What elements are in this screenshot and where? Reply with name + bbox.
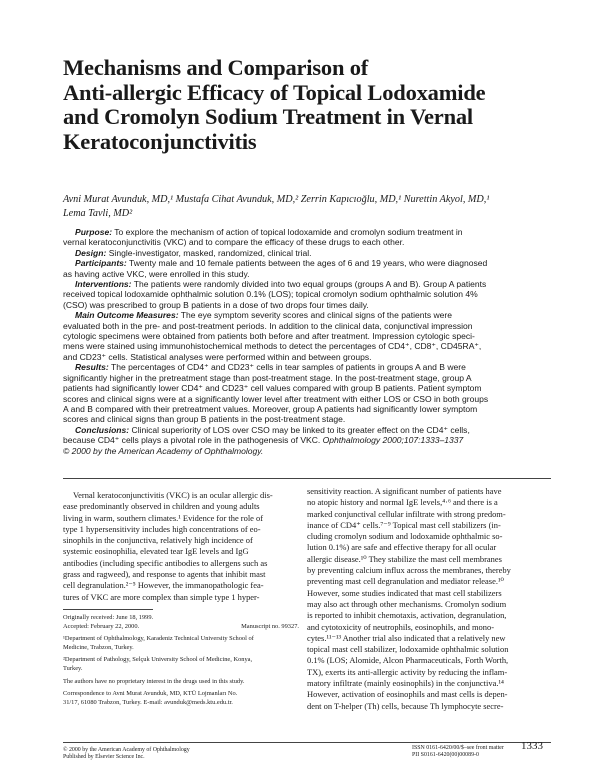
- body-text-line: lution 0.1%) are safe and effective therapy for all ocular: [307, 542, 497, 553]
- body-text-line: and cytotoxicity of neutrophils, eosinophils, and mono-: [307, 621, 495, 632]
- conclusions-label: Conclusions:: [75, 424, 130, 435]
- abstract-text: (CSO) was prescribed to group B patients in a dose of two drops four times daily.: [63, 299, 369, 310]
- correspondence: Correspondence to Avni Murat Avunduk, MD, KTÜ Lojmanları No.: [63, 690, 238, 698]
- body-text-line: cell degranulation.²⁻⁵ However, the immanopathologic fea-: [63, 580, 264, 591]
- publisher-copyright: © 2000 by the American Academy of Ophthalmology: [63, 747, 190, 753]
- affiliation: Medicine, Trabzon, Turkey.: [63, 643, 134, 651]
- author-line: Lema Tavli, MD²: [63, 208, 133, 219]
- body-text-line: type 1 hypersensitivity includes high concentrations of eo-: [63, 523, 261, 534]
- footnote-divider: [63, 609, 153, 610]
- affiliation: ¹Department of Ophthalmology, Karadeniz Technical University School of: [63, 635, 254, 643]
- abstract-participants: [63, 258, 551, 268]
- abstract-text: vernal keratoconjunctivitis (VKC) and to compare the efficacy of these drugs to each other.: [63, 237, 405, 248]
- body-column-right: [307, 486, 543, 712]
- footer-divider: [63, 742, 551, 743]
- body-text-line: by preventing calcium influx across the membranes, thereby: [307, 565, 511, 576]
- outcome-label: Main Outcome Measures:: [75, 310, 179, 321]
- body-text-line: sensitivity reaction. A significant number of patients have: [307, 486, 502, 496]
- accepted-date: Accepted: February 22, 2000.: [63, 622, 140, 630]
- page-number: 1333: [521, 740, 543, 752]
- abstract-design: [63, 248, 551, 258]
- manuscript-number: Manuscript no. 99327.: [241, 622, 299, 630]
- received-date: Originally received: June 18, 1999.: [63, 614, 154, 621]
- issn: ISSN 0161-6420/00/$–see front matter: [412, 745, 504, 751]
- affiliation: Turkey.: [63, 664, 83, 672]
- body-text-line: TX), exerts its anti-allergic activity by reducing the inflam-: [307, 666, 508, 677]
- author-line: Avni Murat Avunduk, MD,¹ Mustafa Cihat Avunduk, MD,² Zerrin Kapıcıoğlu, MD,¹ Nurettin Akyol, MD,¹: [63, 194, 490, 205]
- abstract-text: significantly higher in the pretreatment stage than post-treatment stage. In the post-treatment stage, group A: [63, 372, 472, 383]
- affiliation: ²Department of Pathology, Selçuk University School of Medicine, Konya,: [63, 656, 253, 664]
- author-list: [63, 193, 563, 221]
- interventions-label: Interventions:: [75, 279, 132, 290]
- interest-statement: The authors have no proprietary interest in the drugs used in this study.: [63, 677, 245, 685]
- body-text-line: sinophils in the conjunctiva, relatively high incidence of: [63, 535, 253, 546]
- body-text-line: inance of CD4⁺ cells.⁷⁻⁹ Topical mast cell stabilizers (in-: [307, 519, 501, 530]
- body-text-line: ease predominantly observed in children and young adults: [63, 501, 260, 512]
- body-text-line: systemic eosinophilia, elevated tear IgE levels and IgG: [63, 546, 249, 557]
- abstract-text: mens were stained using immunohistochemical methods to detect the percentages of CD4⁺, CD8⁺, CD45RA⁺,: [63, 341, 482, 352]
- abstract-purpose: [63, 227, 551, 237]
- abstract-text: Single-investigator, masked, randomized, clinical trial.: [108, 247, 312, 258]
- issn-info: [412, 745, 504, 759]
- abstract-text: Twenty male and 10 female patients between the ages of 6 and 19 years, who were diagnosed: [129, 258, 488, 269]
- results-label: Results:: [75, 362, 109, 373]
- title-line: Keratoconjunctivitis: [63, 128, 257, 154]
- abstract-text: cytologic specimens were obtained from patients both before and after treatment. Impression cytologic speci-: [63, 331, 475, 342]
- body-text-line: However, some studies indicated that mast cell stabilizers: [307, 587, 502, 598]
- abstract-text: A and B compared with their pretreatment values. Moreover, group A patients had significantly lower symptom: [63, 403, 478, 414]
- body-text-line: topical mast cell stabilizer, lodoxamide ophthalmic solution: [307, 644, 509, 655]
- title-line: Anti-allergic Efficacy of Topical Lodoxamide: [63, 79, 486, 105]
- body-text-line: living in warm, southern climates.¹ Evidence for the role of: [63, 512, 264, 523]
- abstract-outcome: [63, 310, 551, 320]
- abstract-text: scores and clinical signs were at a significantly lower level after treatment with either LOS or CSO in both groups: [63, 393, 489, 404]
- body-text-line: grass and ragweed), and response to agents that inhibit mast: [63, 569, 266, 580]
- body-text-line: may also act through other mechanisms. Cromolyn sodium: [307, 598, 507, 609]
- abstract-copyright: [63, 446, 551, 456]
- abstract-text: The patients were randomly divided into two equal groups (groups A and B). Group A patients: [133, 279, 487, 290]
- abstract-text: and CD23⁺ cells. Statistical analyses were performed within and between groups.: [63, 351, 372, 362]
- body-column-left: [63, 490, 299, 603]
- title-line: and Cromolyn Sodium Treatment in Vernal: [63, 104, 473, 129]
- body-text-line: cluding cromolyn sodium and lodoxamide ophthalmic so-: [307, 531, 503, 542]
- body-text-line: matory infiltrate (mainly eosinophils) in the conjunctiva.¹⁴: [307, 678, 504, 689]
- abstract: [63, 227, 551, 456]
- abstract-text: evaluated both in the pre- and post-treatment periods. In addition to the clinical data, conjunctival impression: [63, 320, 473, 331]
- publisher-name: Published by Elsevier Science Inc.: [63, 754, 145, 761]
- abstract-text: The percentages of CD4⁺ and CD23⁺ cells in tear samples of patients in groups A and B were: [110, 362, 466, 373]
- pii: PII S0161-6420(00)00089-0: [412, 752, 479, 759]
- article-notes: [63, 614, 299, 707]
- correspondence: 31/17, 61080 Trabzon, Turkey. E-mail: avunduk@meds.ktu.edu.tr.: [63, 698, 233, 706]
- abstract-interventions: [63, 279, 551, 289]
- body-text-line: cytes.¹¹⁻¹³ Another trial also indicated that a relatively new: [307, 632, 506, 643]
- abstract-text: scores and clinical signs than group B patients in the post-treatment stage.: [63, 414, 346, 425]
- body-text-line: no atopic history and normal IgE levels,⁴·⁶ and there is a: [307, 497, 498, 508]
- abstract-text: patients had significantly lower CD4⁺ and CD23⁺ cell values compared with group B patients. Patient symptom: [63, 383, 482, 394]
- article-title: [63, 56, 563, 154]
- body-text-line: dent on T-helper (Th) cells, because Th lymphocyte secre-: [307, 700, 504, 711]
- journal-citation: Ophthalmology 2000;107:1333–1337: [322, 435, 464, 446]
- abstract-text: Clinical superiority of LOS over CSO may be linked to its greater effect on the CD4⁺ cells,: [131, 424, 470, 435]
- abstract-results: [63, 362, 551, 372]
- body-text-line: allergic disease.¹⁰ They stabilize the mast cell membranes: [307, 553, 502, 564]
- body-text-line: Vernal keratoconjunctivitis (VKC) is an ocular allergic dis-: [73, 490, 273, 500]
- title-line: Mechanisms and Comparison of: [63, 55, 369, 80]
- design-label: Design:: [75, 247, 107, 258]
- body-text-line: antibodies (including specific antibodies to allergens such as: [63, 557, 268, 568]
- body-text-line: is reported to inhibit chemotaxis, activation, degranulation,: [307, 610, 507, 621]
- abstract-conclusions: [63, 425, 551, 435]
- abstract-text: received topical lodoxamide ophthalmic solution 0.1% (LOS); topical cromolyn sodium ophthalmic solution 4%: [63, 289, 478, 300]
- body-text-line: preventing mast cell degranulation and mediator release.¹⁰: [307, 576, 504, 587]
- abstract-text: The eye symptom severity scores and clinical signs of the patients were: [180, 310, 453, 321]
- participants-label: Participants:: [75, 258, 127, 269]
- body-text-line: However, activation of eosinophils and mast cells is depen-: [307, 689, 508, 700]
- accepted-row: [63, 623, 299, 632]
- abstract-text: To explore the mechanism of action of topical lodoxamide and cromolyn sodium treatment in: [114, 227, 463, 237]
- abstract-text: because CD4⁺ cells plays a pivotal role in the pathogenesis of VKC.: [63, 435, 321, 446]
- copyright-text: © 2000 by the American Academy of Ophthalmology.: [63, 445, 264, 456]
- abstract-text: as having active VKC, were enrolled in this study.: [63, 268, 250, 279]
- section-divider: [63, 478, 551, 479]
- abstract-text: [63, 435, 551, 445]
- body-text-line: tures of VKC are more complex than simple type 1 hyper-: [63, 591, 260, 602]
- body-text-line: marked conjunctival cellular infiltrate with strong predom-: [307, 508, 506, 519]
- publisher-info: [63, 747, 190, 761]
- purpose-label: Purpose:: [75, 227, 113, 237]
- body-text-line: 0.1% (LOS; Alomide, Alcon Pharmaceuticals, Forth Worth,: [307, 655, 509, 666]
